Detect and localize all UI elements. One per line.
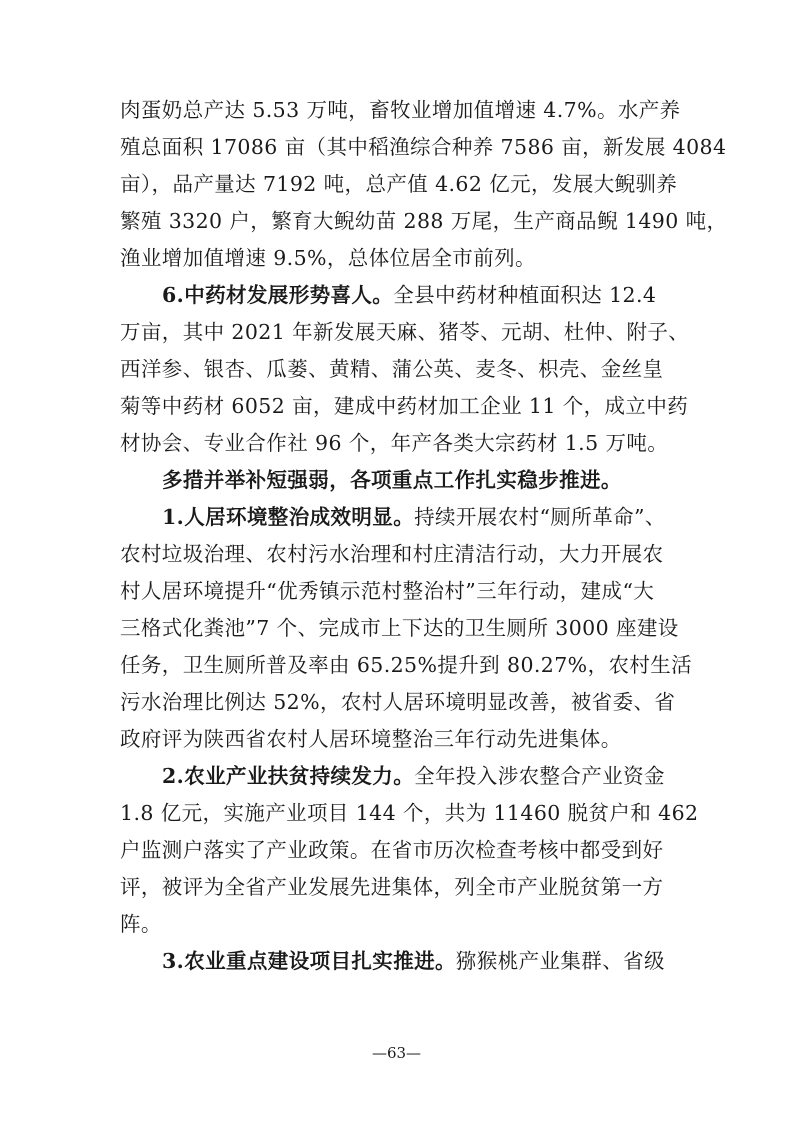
- paragraph-heading: 3.农业重点建设项目扎实推进。: [162, 949, 456, 973]
- paragraph-line: 肉蛋奶总产达 5.53 万吨，畜牧业增加值增速 4.7%。水产养: [120, 98, 681, 122]
- paragraph-line: 村人居环境提升“优秀镇示范村整治村”三年行动，建成“大: [120, 579, 655, 603]
- paragraph-first-line: [120, 758, 678, 795]
- paragraph-line: 三格式化粪池”7 个、完成市上下达的卫生厕所 3000 座建设: [120, 616, 679, 640]
- document-body: [120, 92, 728, 980]
- paragraph-heading: 2.农业产业扶贫持续发力。: [162, 764, 415, 788]
- paragraph-line: 污水治理比例达 52%，农村人居环境明显改善，被省委、省: [120, 690, 676, 714]
- paragraph-line: 农村垃圾治理、农村污水治理和村庄清洁行动，大力开展农: [120, 542, 664, 566]
- paragraph-line: 1.8 亿元，实施产业项目 144 个，共为 11460 脱贫户和 462: [120, 801, 699, 825]
- paragraph-line: 评，被评为全省产业发展先进集体，列全市产业脱贫第一方: [120, 875, 664, 899]
- paragraph-line: 任务，卫生厕所普及率由 65.25%提升到 80.27%，农村生活: [120, 653, 693, 677]
- paragraph-lead: 全县中药材种植面积达 12.4: [393, 283, 657, 307]
- paragraph-first-line: [120, 277, 678, 314]
- paragraph-lead: 持续开展农村“厕所革命”、: [414, 505, 666, 529]
- paragraph-heading: 6.中药材发展形势喜人。: [162, 283, 394, 307]
- paragraph-line: 渔业增加值增速 9.5%，总体位居全市前列。: [120, 246, 536, 270]
- paragraph-line: 西洋参、银杏、瓜蒌、黄精、蒲公英、麦冬、枳壳、金丝皇: [120, 357, 664, 381]
- paragraph-line: 户监测户落实了产业政策。在省市历次检查考核中都受到好: [120, 838, 664, 862]
- paragraph-first-line: [120, 943, 678, 980]
- paragraph-line: 政府评为陕西省农村人居环境整治三年行动先进集体。: [120, 727, 622, 751]
- paragraph-line: 殖总面积 17086 亩（其中稻渔综合种养 7586 亩，新发展 4084: [120, 135, 727, 159]
- paragraph-first-line: [120, 499, 678, 536]
- paragraph-line: 万亩，其中 2021 年新发展天麻、猪苓、元胡、杜仲、附子、: [120, 320, 690, 344]
- paragraph-lead: 猕猴桃产业集群、省级: [455, 949, 665, 973]
- paragraph-line: 材协会、专业合作社 96 个，年产各类大宗药材 1.5 万吨。: [120, 431, 669, 455]
- paragraph-heading: 1.人居环境整治成效明显。: [162, 505, 415, 529]
- paragraph-line: 阵。: [120, 912, 162, 936]
- paragraph-line: 亩），品产量达 7192 吨，总产值 4.62 亿元，发展大鲵驯养: [120, 172, 678, 196]
- section-heading: 多措并举补短强弱，各项重点工作扎实稳步推进。: [162, 468, 622, 492]
- page-number: —63—: [371, 1044, 422, 1062]
- paragraph-lead: 全年投入涉农整合产业资金: [414, 764, 665, 788]
- paragraph-line: 繁殖 3320 户，繁育大鲵幼苗 288 万尾，生产商品鲵 1490 吨，: [120, 209, 728, 233]
- paragraph-line: 菊等中药材 6052 亩，建成中药材加工企业 11 个，成立中药: [120, 394, 689, 418]
